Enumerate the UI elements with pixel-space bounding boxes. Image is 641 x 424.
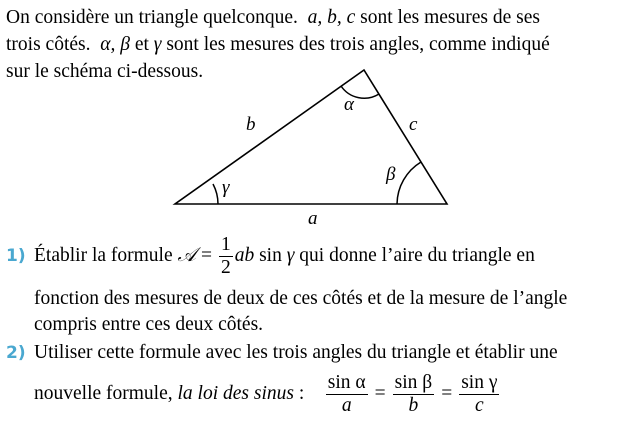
question-text: Établir la formule [34, 244, 173, 266]
colon: : [298, 382, 305, 404]
fraction-sin-alpha [326, 372, 368, 417]
question-text: qui donne l’aire du triangle en [299, 244, 535, 266]
fraction-sin-beta [393, 372, 435, 417]
angle-arc-gamma [213, 184, 218, 204]
question-1-line-1 [6, 234, 636, 279]
fraction-sin-gamma [459, 372, 499, 417]
triangle-shape [175, 70, 447, 204]
equals-sign: = [200, 244, 212, 266]
angle-variables: α, β [100, 34, 130, 55]
question-1-line-2: fonction des mesures de deux de ces côtés et de la mesure de l’angle [34, 288, 568, 309]
equals-sign: = [441, 382, 453, 404]
angle-label-alpha: α [344, 94, 354, 115]
fraction-numerator: sin α [327, 372, 366, 393]
fraction-one-half [219, 234, 233, 279]
area-symbol: 𝒜 [177, 244, 196, 266]
question-1-line-3: compris entre ces deux côtés. [34, 314, 264, 335]
angle-arc-beta [397, 162, 421, 204]
fraction-denominator: c [474, 395, 484, 416]
fraction-numerator: sin β [394, 372, 433, 393]
question-text: nouvelle formule, [34, 382, 173, 404]
intro-text: sont les mesures de ses [360, 7, 540, 28]
intro-text: et [134, 34, 149, 55]
formula-ab: ab [234, 244, 255, 266]
angle-label-beta: β [386, 164, 396, 185]
intro-line-3: sur le schéma ci-dessous. [6, 61, 204, 82]
law-of-sines-name: la loi des sinus [177, 382, 294, 404]
fraction-numerator: sin γ [461, 372, 498, 393]
question-2-line-1 [6, 342, 636, 364]
intro-text: trois côtés. [6, 34, 91, 55]
intro-text: sont les mesures des trois angles, comme indiqué [166, 34, 550, 55]
formula-sin: sin [259, 244, 282, 266]
equals-sign: = [374, 382, 386, 404]
side-label-b: b [246, 114, 256, 135]
question-text: Utiliser cette formule avec les trois angles du triangle et établir une [34, 342, 558, 363]
question-number-1: 1) [6, 245, 26, 266]
angle-variable-gamma: γ [153, 34, 162, 55]
question-number-2: 2) [6, 343, 26, 363]
question-2-line-2 [34, 372, 641, 417]
fraction-denominator: b [408, 395, 419, 416]
side-label-a: a [308, 208, 318, 229]
side-variables: a, b, c [307, 7, 356, 28]
fraction-denominator: 2 [220, 257, 231, 278]
fraction-numerator: 1 [220, 234, 231, 255]
fraction-denominator: a [341, 395, 352, 416]
side-label-c: c [409, 114, 418, 135]
angle-label-gamma: γ [222, 177, 230, 198]
intro-text: On considère un triangle quelconque. [6, 7, 298, 28]
formula-gamma: γ [286, 244, 295, 266]
